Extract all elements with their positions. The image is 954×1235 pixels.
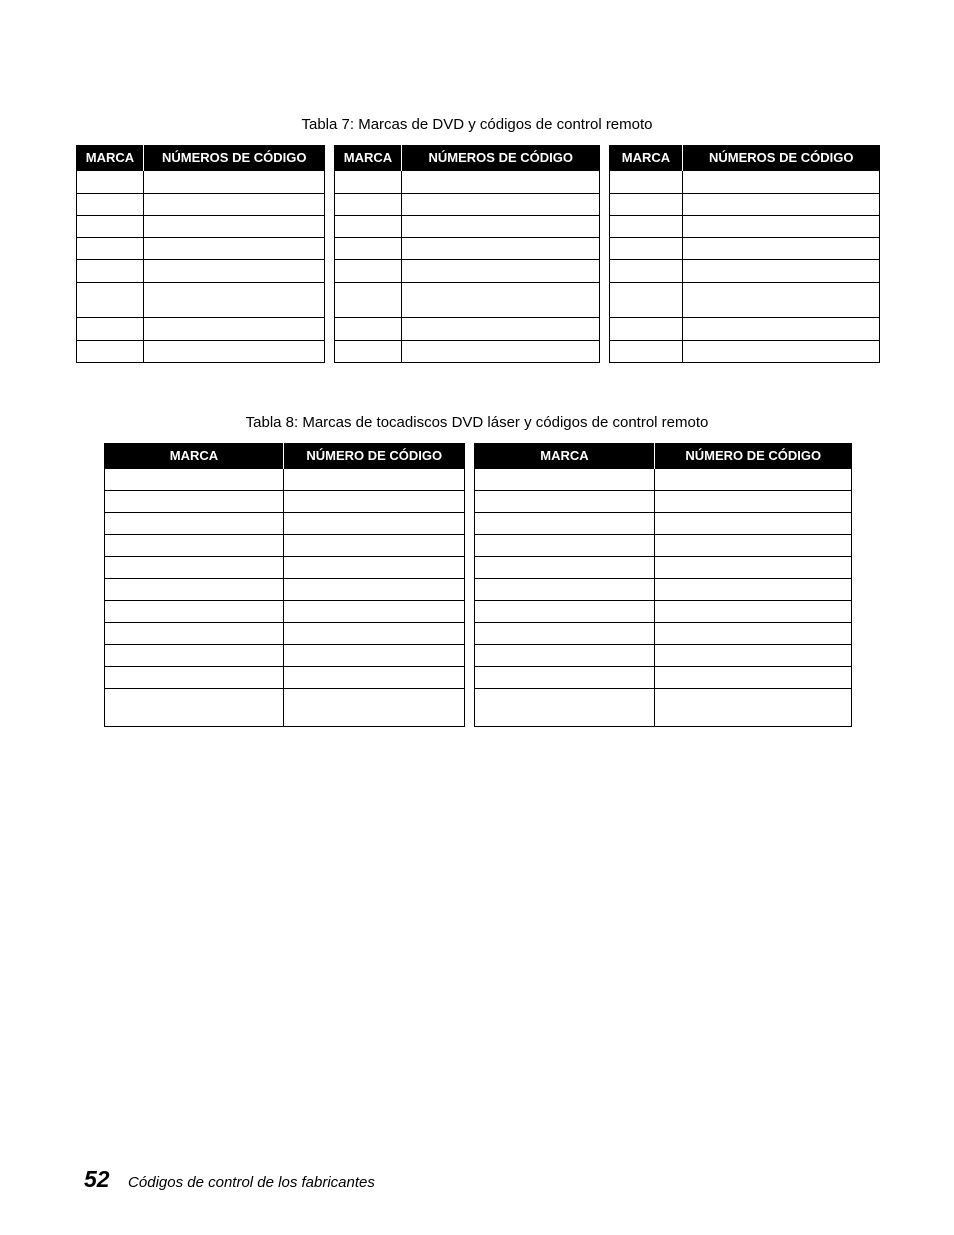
- page-footer: [84, 1166, 375, 1193]
- column-header-code: NÚMERO DE CÓDIGO: [655, 443, 852, 468]
- column-header-brand: MARCA: [610, 145, 683, 170]
- table8-caption: Tabla 8: Marcas de tocadiscos DVD láser y códigos de control remoto: [245, 414, 709, 431]
- section-title: Códigos de control de los fabricantes: [128, 1174, 375, 1191]
- table-row: [105, 578, 465, 600]
- table-row: [475, 622, 852, 644]
- table-row: [77, 237, 325, 259]
- table-row: [335, 317, 600, 340]
- table-row: [105, 468, 465, 490]
- column-header-codes: NÚMEROS DE CÓDIGO: [144, 145, 325, 170]
- column-header-codes: NÚMEROS DE CÓDIGO: [683, 145, 880, 170]
- table-row: [610, 259, 880, 282]
- column-header-code: NÚMERO DE CÓDIGO: [284, 443, 465, 468]
- table-row: [610, 340, 880, 362]
- table-row: [335, 259, 600, 282]
- table-row: [475, 666, 852, 688]
- table-row: [475, 468, 852, 490]
- column-header-codes: NÚMEROS DE CÓDIGO: [402, 145, 600, 170]
- table-row: [77, 282, 325, 317]
- table-row: [610, 317, 880, 340]
- table7-block-3: [609, 145, 880, 363]
- table-row: [475, 512, 852, 534]
- table-row: [105, 600, 465, 622]
- column-header-brand: MARCA: [335, 145, 402, 170]
- table-row: [105, 556, 465, 578]
- table-row: [335, 237, 600, 259]
- table-row: [610, 282, 880, 317]
- table-row: [610, 170, 880, 193]
- table7-caption: Tabla 7: Marcas de DVD y códigos de control remoto: [301, 116, 653, 133]
- table-row: [475, 644, 852, 666]
- table-row: [335, 193, 600, 215]
- table-row: [105, 622, 465, 644]
- table-row: [105, 512, 465, 534]
- table-row: [335, 215, 600, 237]
- table-row: [610, 215, 880, 237]
- table-row: [475, 490, 852, 512]
- table-row: [475, 578, 852, 600]
- table-row: [610, 193, 880, 215]
- table-row: [475, 534, 852, 556]
- table-row: [105, 666, 465, 688]
- table-row: [77, 193, 325, 215]
- table-row: [475, 556, 852, 578]
- table8-block-1: [104, 443, 465, 727]
- column-header-brand: MARCA: [475, 443, 655, 468]
- table-row: [77, 259, 325, 282]
- column-header-brand: MARCA: [77, 145, 144, 170]
- table-row: [475, 600, 852, 622]
- table-row: [335, 282, 600, 317]
- table-row: [77, 340, 325, 362]
- table-row: [105, 490, 465, 512]
- table8-block-2: [474, 443, 852, 727]
- table-row: [77, 170, 325, 193]
- table-row: [105, 644, 465, 666]
- table-row: [335, 170, 600, 193]
- table-row: [475, 688, 852, 726]
- table-row: [77, 215, 325, 237]
- table-row: [610, 237, 880, 259]
- table-row: [105, 688, 465, 726]
- column-header-brand: MARCA: [105, 443, 284, 468]
- table7-block-2: [334, 145, 600, 363]
- page-number: 52: [84, 1166, 110, 1192]
- table-row: [335, 340, 600, 362]
- table7-block-1: [76, 145, 325, 363]
- table-row: [105, 534, 465, 556]
- table-row: [77, 317, 325, 340]
